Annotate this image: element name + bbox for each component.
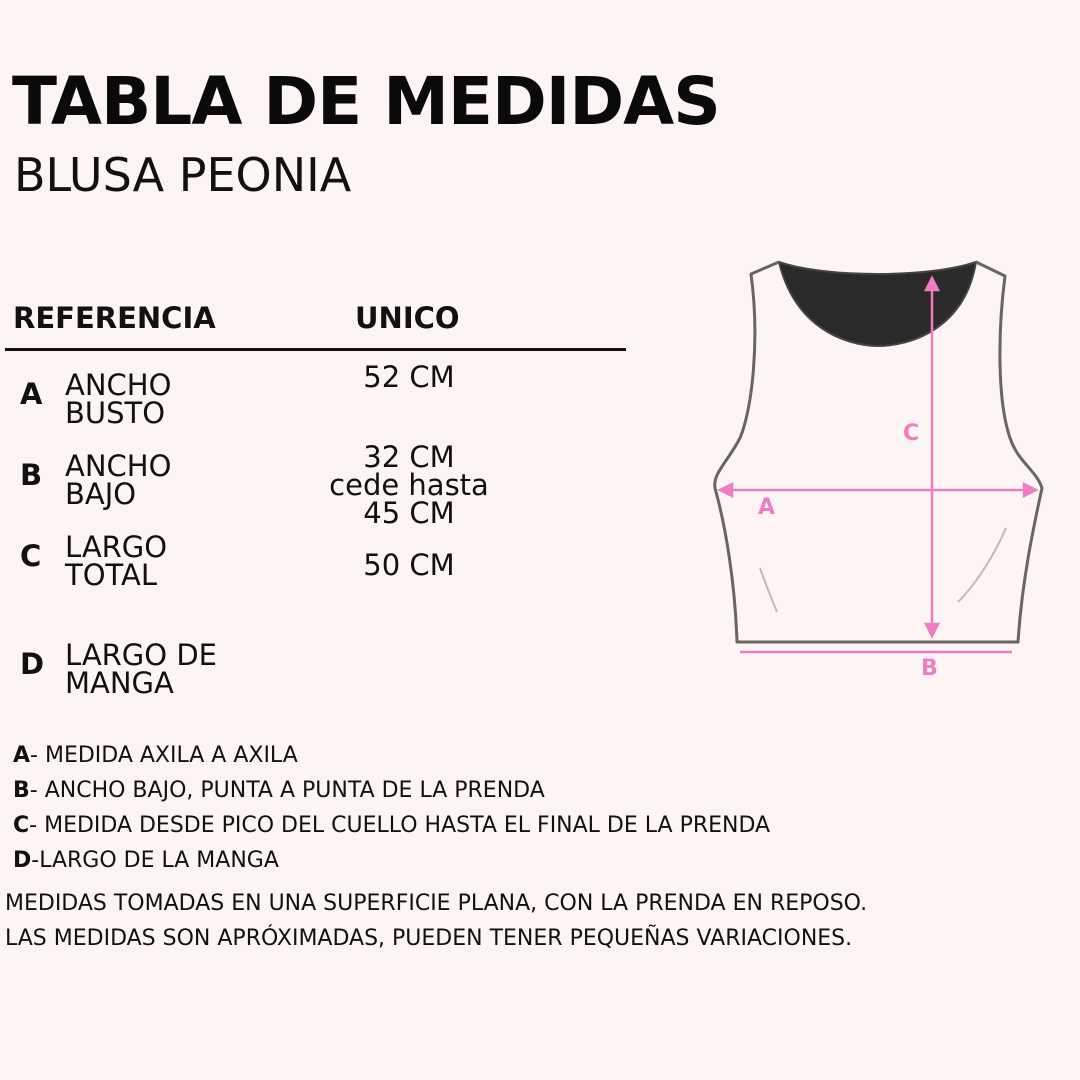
- legend-key-c: C: [13, 813, 30, 838]
- legend-text-b: - ANCHO BAJO, PUNTA A PUNTA DE LA PRENDA: [29, 778, 545, 803]
- legend-item-b: [13, 773, 770, 808]
- diagram-label-b: B: [921, 656, 938, 681]
- disclaimer-line-2: LAS MEDIDAS SON APRÓXIMADAS, PUEDEN TENER PEQUEÑAS VARIACIONES.: [5, 926, 853, 951]
- row-b-value: 32 CM cede hasta 45 CM: [329, 440, 489, 530]
- legend-item-d: [13, 843, 770, 878]
- diagram-label-c: C: [903, 421, 920, 446]
- row-b-name: ANCHO BAJO: [65, 449, 172, 511]
- legend-item-a: [13, 738, 770, 773]
- page-title: TABLA DE MEDIDAS: [12, 63, 720, 140]
- legend-item-c: [13, 808, 770, 843]
- garment-diagram: [700, 250, 1060, 690]
- legend-key-d: D: [13, 848, 32, 873]
- legend-text-c: - MEDIDA DESDE PICO DEL CUELLO HASTA EL FINAL DE LA PRENDA: [29, 813, 771, 838]
- row-c-value: 50 CM: [363, 548, 455, 582]
- row-d-name: LARGO DE MANGA: [65, 638, 217, 700]
- fabric-fold-right: [958, 528, 1006, 602]
- row-a-value: 52 CM: [363, 360, 455, 394]
- fabric-fold-left: [760, 568, 777, 612]
- legend-text-d: -LARGO DE LA MANGA: [31, 848, 279, 873]
- neckline-fill: [779, 262, 976, 346]
- product-name: BLUSA PEONIA: [14, 148, 352, 202]
- diagram-label-a: A: [758, 495, 776, 520]
- table-header-divider: [5, 348, 626, 351]
- measurement-legend: [13, 738, 770, 878]
- row-c-letter: C: [20, 539, 42, 573]
- legend-key-b: B: [13, 778, 30, 803]
- row-a-name: ANCHO BUSTO: [65, 368, 172, 430]
- column-header-size: UNICO: [355, 301, 460, 335]
- legend-text-a: - MEDIDA AXILA A AXILA: [30, 743, 298, 768]
- row-d-letter: D: [20, 647, 45, 681]
- row-c-name: LARGO TOTAL: [65, 530, 168, 592]
- disclaimer-line-1: MEDIDAS TOMADAS EN UNA SUPERFICIE PLANA, CON LA PRENDA EN REPOSO.: [5, 891, 868, 916]
- disclaimer: [5, 886, 867, 956]
- column-header-reference: REFERENCIA: [13, 301, 216, 335]
- legend-key-a: A: [13, 743, 31, 768]
- row-b-letter: B: [20, 458, 43, 492]
- row-a-letter: A: [20, 377, 43, 411]
